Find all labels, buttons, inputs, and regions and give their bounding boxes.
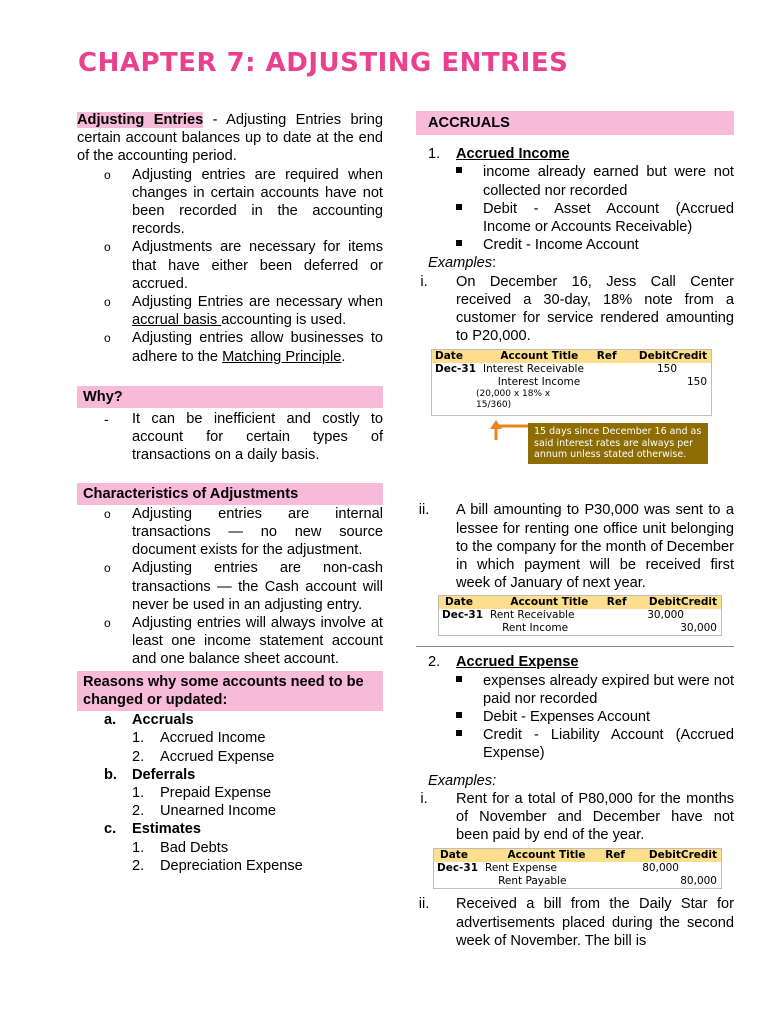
journal-table	[431, 349, 712, 416]
right-column	[416, 111, 734, 950]
list-item: o Adjusting entries are required when changes in certain accounts have not been recorded in the accounting records.	[104, 166, 383, 238]
bullet-marker: o	[104, 240, 111, 255]
reason-category: c. Estimates	[104, 821, 201, 838]
table-header-row: Date Account Title Ref Debit Credit	[439, 596, 721, 609]
journal-table	[438, 595, 722, 636]
list-item: o Adjusting Entries are necessary when accrual basis accounting is used.	[104, 294, 383, 329]
reason-subitem: 2. Accrued Expense	[132, 748, 275, 765]
example-item: ii. A bill amounting to P30,000 was sent to a lessee for renting one office unit belonging to the company for the month of December in which payment will be received first week of January of next year.	[418, 502, 734, 592]
bullet-marker: o	[104, 616, 111, 631]
square-bullet	[456, 676, 462, 682]
table-row: Dec-31 Interest Receivable 150	[435, 363, 677, 376]
table-row: Rent Income 30,000	[502, 622, 717, 635]
example-item: i. On December 16, Jess Call Center received a 30-day, 18% note from a customer for service rendered amounting to P20,000.	[420, 273, 734, 345]
examples-label: Examples:	[428, 772, 497, 789]
reason-subitem: 1. Bad Debts	[132, 839, 229, 856]
chapter-title: CHAPTER 7: ADJUSTING ENTRIES	[78, 48, 569, 78]
reason-subitem: 2. Unearned Income	[132, 803, 277, 820]
callout-arrow-icon	[488, 418, 532, 442]
reason-subitem: 2. Depreciation Expense	[132, 857, 303, 874]
square-bullet	[456, 167, 462, 173]
reasons-header: Reasons why some accounts need to be changed or updated:	[77, 671, 383, 711]
list-item: o Adjusting entries are non-cash transactions — the Cash account will never be used in an adjusting entry.	[104, 560, 383, 613]
accrued-income-heading: 1. Accrued Income	[428, 146, 570, 163]
why-header: Why?	[77, 386, 383, 408]
dash-marker: -	[104, 411, 109, 428]
accrued-expense-heading: 2. Accrued Expense	[428, 654, 579, 671]
list-item: o Adjusting entries are internal transactions — no new source document exists for the adjustment.	[104, 505, 383, 559]
bullet-marker: o	[104, 167, 111, 182]
reason-subitem: 1. Accrued Income	[132, 730, 266, 747]
examples-label: Examples:	[428, 255, 497, 272]
list-item: income already earned but were not collected nor recorded	[416, 163, 734, 199]
table-header-row: Date Account Title Ref Debit Credit	[434, 849, 721, 862]
section-divider	[416, 646, 734, 647]
list-item: Credit - Liability Account (Accrued Expense)	[416, 726, 734, 762]
list-item: o Adjustments are necessary for items that have either been deferred or accrued.	[104, 239, 383, 292]
why-item: - It can be inefficient and costly to account for certain types of transactions on a daily basis.	[104, 411, 383, 464]
example-item: i. Rent for a total of P80,000 for the months of November and December have not been paid by end of the year.	[420, 790, 734, 844]
list-item: Debit - Asset Account (Accrued Income or Accounts Receivable)	[416, 200, 734, 236]
example-item: ii. Received a bill from the Daily Star for advertisements placed during the second week of November. The bill is	[418, 896, 734, 949]
left-column	[77, 111, 383, 875]
interest-callout: 15 days since December 16 and as said interest rates are always per annum unless stated otherwise.	[528, 423, 708, 464]
table-row: Dec-31 Rent Expense 80,000	[437, 862, 679, 875]
list-item: o Adjusting entries will always involve at least one income statement account and one balance sheet account.	[104, 615, 383, 668]
intro-paragraph	[77, 111, 383, 166]
intro-term: Adjusting Entries	[77, 112, 204, 128]
table-row: Interest Income 150	[497, 376, 707, 389]
reason-subitem: 1. Prepaid Expense	[132, 784, 272, 801]
bullet-marker: o	[104, 331, 111, 346]
table-note: 15/360)	[476, 400, 512, 411]
bullet-marker: o	[104, 561, 111, 576]
bullet-marker: o	[104, 295, 111, 310]
accruals-header: ACCRUALS	[416, 111, 734, 135]
reason-category: a. Accruals	[104, 712, 194, 729]
list-item: Credit - Income Account	[416, 236, 734, 254]
table-note: (20,000 x 18% x	[476, 389, 551, 400]
table-row: Rent Payable 80,000	[498, 875, 717, 888]
journal-table	[433, 848, 722, 889]
square-bullet	[456, 712, 462, 718]
list-item: Debit - Expenses Account	[416, 708, 734, 726]
table-row: Dec-31 Rent Receivable 30,000	[442, 609, 684, 622]
table-header-row: Date Account Title Ref Debit Credit	[432, 350, 711, 363]
list-item: o Adjusting entries allow businesses to adhere to the Matching Principle.	[104, 330, 383, 365]
bullet-marker: o	[104, 506, 111, 521]
matching-principle-term: Matching Principle	[222, 348, 342, 365]
square-bullet	[456, 204, 462, 210]
characteristics-header: Characteristics of Adjustments	[77, 483, 383, 505]
reason-category: b. Deferrals	[104, 766, 196, 783]
intro-text: - Adjusting Entries bring certain account balances up to date at the end of the accounting period.	[77, 112, 383, 165]
accrual-basis-term: accrual basis	[132, 312, 222, 329]
list-item: expenses already expired but were not paid nor recorded	[416, 672, 734, 708]
square-bullet	[456, 730, 462, 736]
square-bullet	[456, 240, 462, 246]
